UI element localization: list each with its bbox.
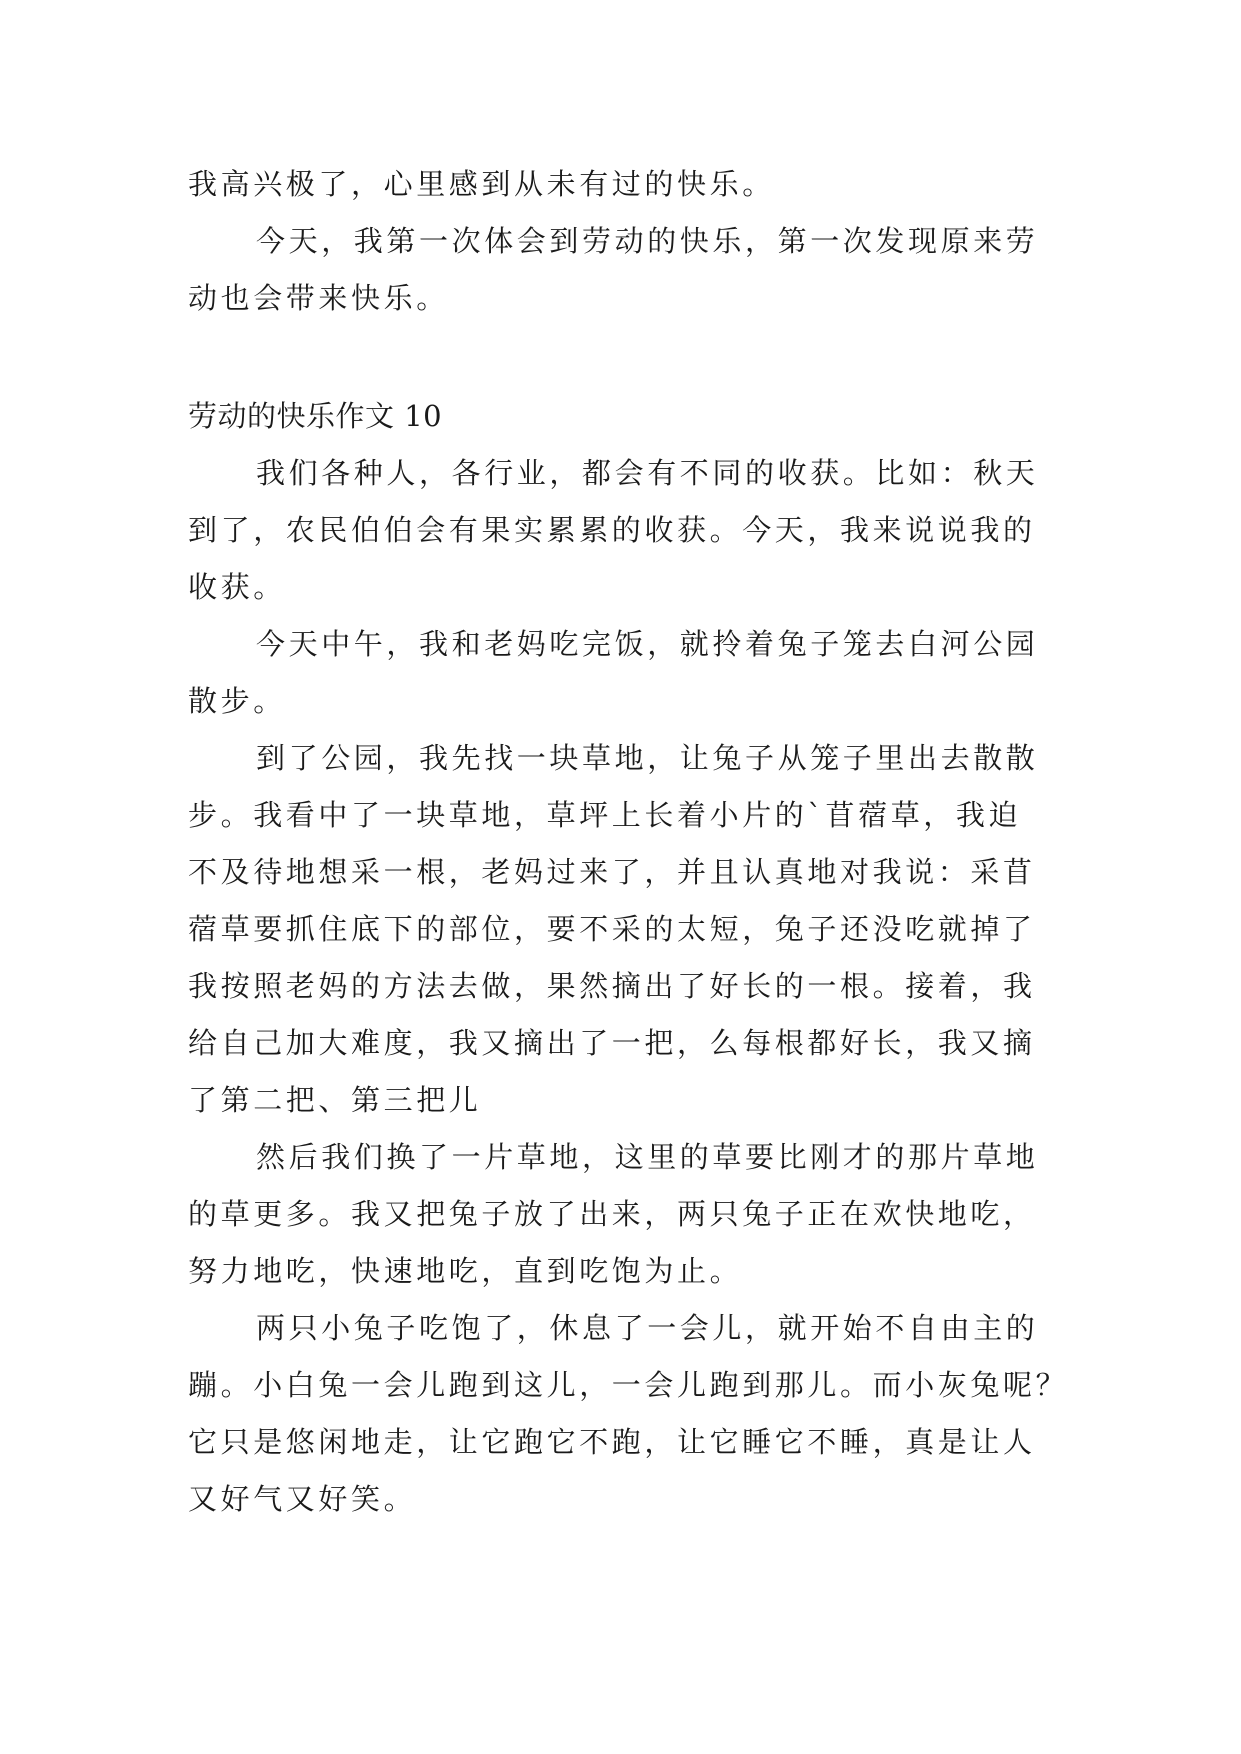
- paragraph-line: 收获。: [188, 570, 286, 604]
- paragraph-line: 蹦。小白兔一会儿跑到这儿，一会儿跑到那儿。而小灰兔呢？: [188, 1368, 1069, 1402]
- paragraph-line: 给自己加大难度，我又摘出了一把，么每根都好长，我又摘: [188, 1026, 1036, 1060]
- paragraph-line: 的草更多。我又把兔子放了出来，两只兔子正在欢快地吃，: [188, 1197, 1036, 1231]
- paragraph-line: 它只是悠闲地走，让它跑它不跑，让它睡它不睡，真是让人: [188, 1425, 1036, 1459]
- section-heading: 劳动的快乐作文 10: [188, 399, 443, 433]
- paragraph-line: 了第二把、第三把儿: [188, 1083, 482, 1117]
- paragraph-line: 又好气又好笑。: [188, 1482, 417, 1516]
- paragraph-line: 我按照老妈的方法去做，果然摘出了好长的一根。接着，我: [188, 969, 1036, 1003]
- paragraph-line: 不及待地想采一根，老妈过来了，并且认真地对我说：采苜: [188, 855, 1036, 889]
- paragraph-line: 蓿草要抓住底下的部位，要不采的太短，兔子还没吃就掉了: [188, 912, 1036, 946]
- paragraph-line: 步。我看中了一块草地，草坪上长着小片的`苜蓿草，我迫: [188, 798, 1022, 832]
- paragraph-line: 散步。: [188, 684, 286, 718]
- paragraph-line: 到了，农民伯伯会有果实累累的收获。今天，我来说说我的: [188, 513, 1036, 547]
- paragraph-line: 到了公园，我先找一块草地，让兔子从笼子里出去散散: [256, 741, 1039, 775]
- paragraph-line: 两只小兔子吃饱了，休息了一会儿，就开始不自由主的: [256, 1311, 1039, 1345]
- paragraph-line: 我们各种人，各行业，都会有不同的收获。比如：秋天: [256, 456, 1039, 490]
- paragraph-line: 动也会带来快乐。: [188, 281, 449, 315]
- paragraph-line: 今天，我第一次体会到劳动的快乐，第一次发现原来劳: [256, 224, 1039, 258]
- paragraph-line: 努力地吃，快速地吃，直到吃饱为止。: [188, 1254, 743, 1288]
- paragraph-line: 然后我们换了一片草地，这里的草要比刚才的那片草地: [256, 1140, 1039, 1174]
- paragraph-line: 我高兴极了，心里感到从未有过的快乐。: [188, 167, 775, 201]
- paragraph-line: 今天中午，我和老妈吃完饭，就拎着兔子笼去白河公园: [256, 627, 1039, 661]
